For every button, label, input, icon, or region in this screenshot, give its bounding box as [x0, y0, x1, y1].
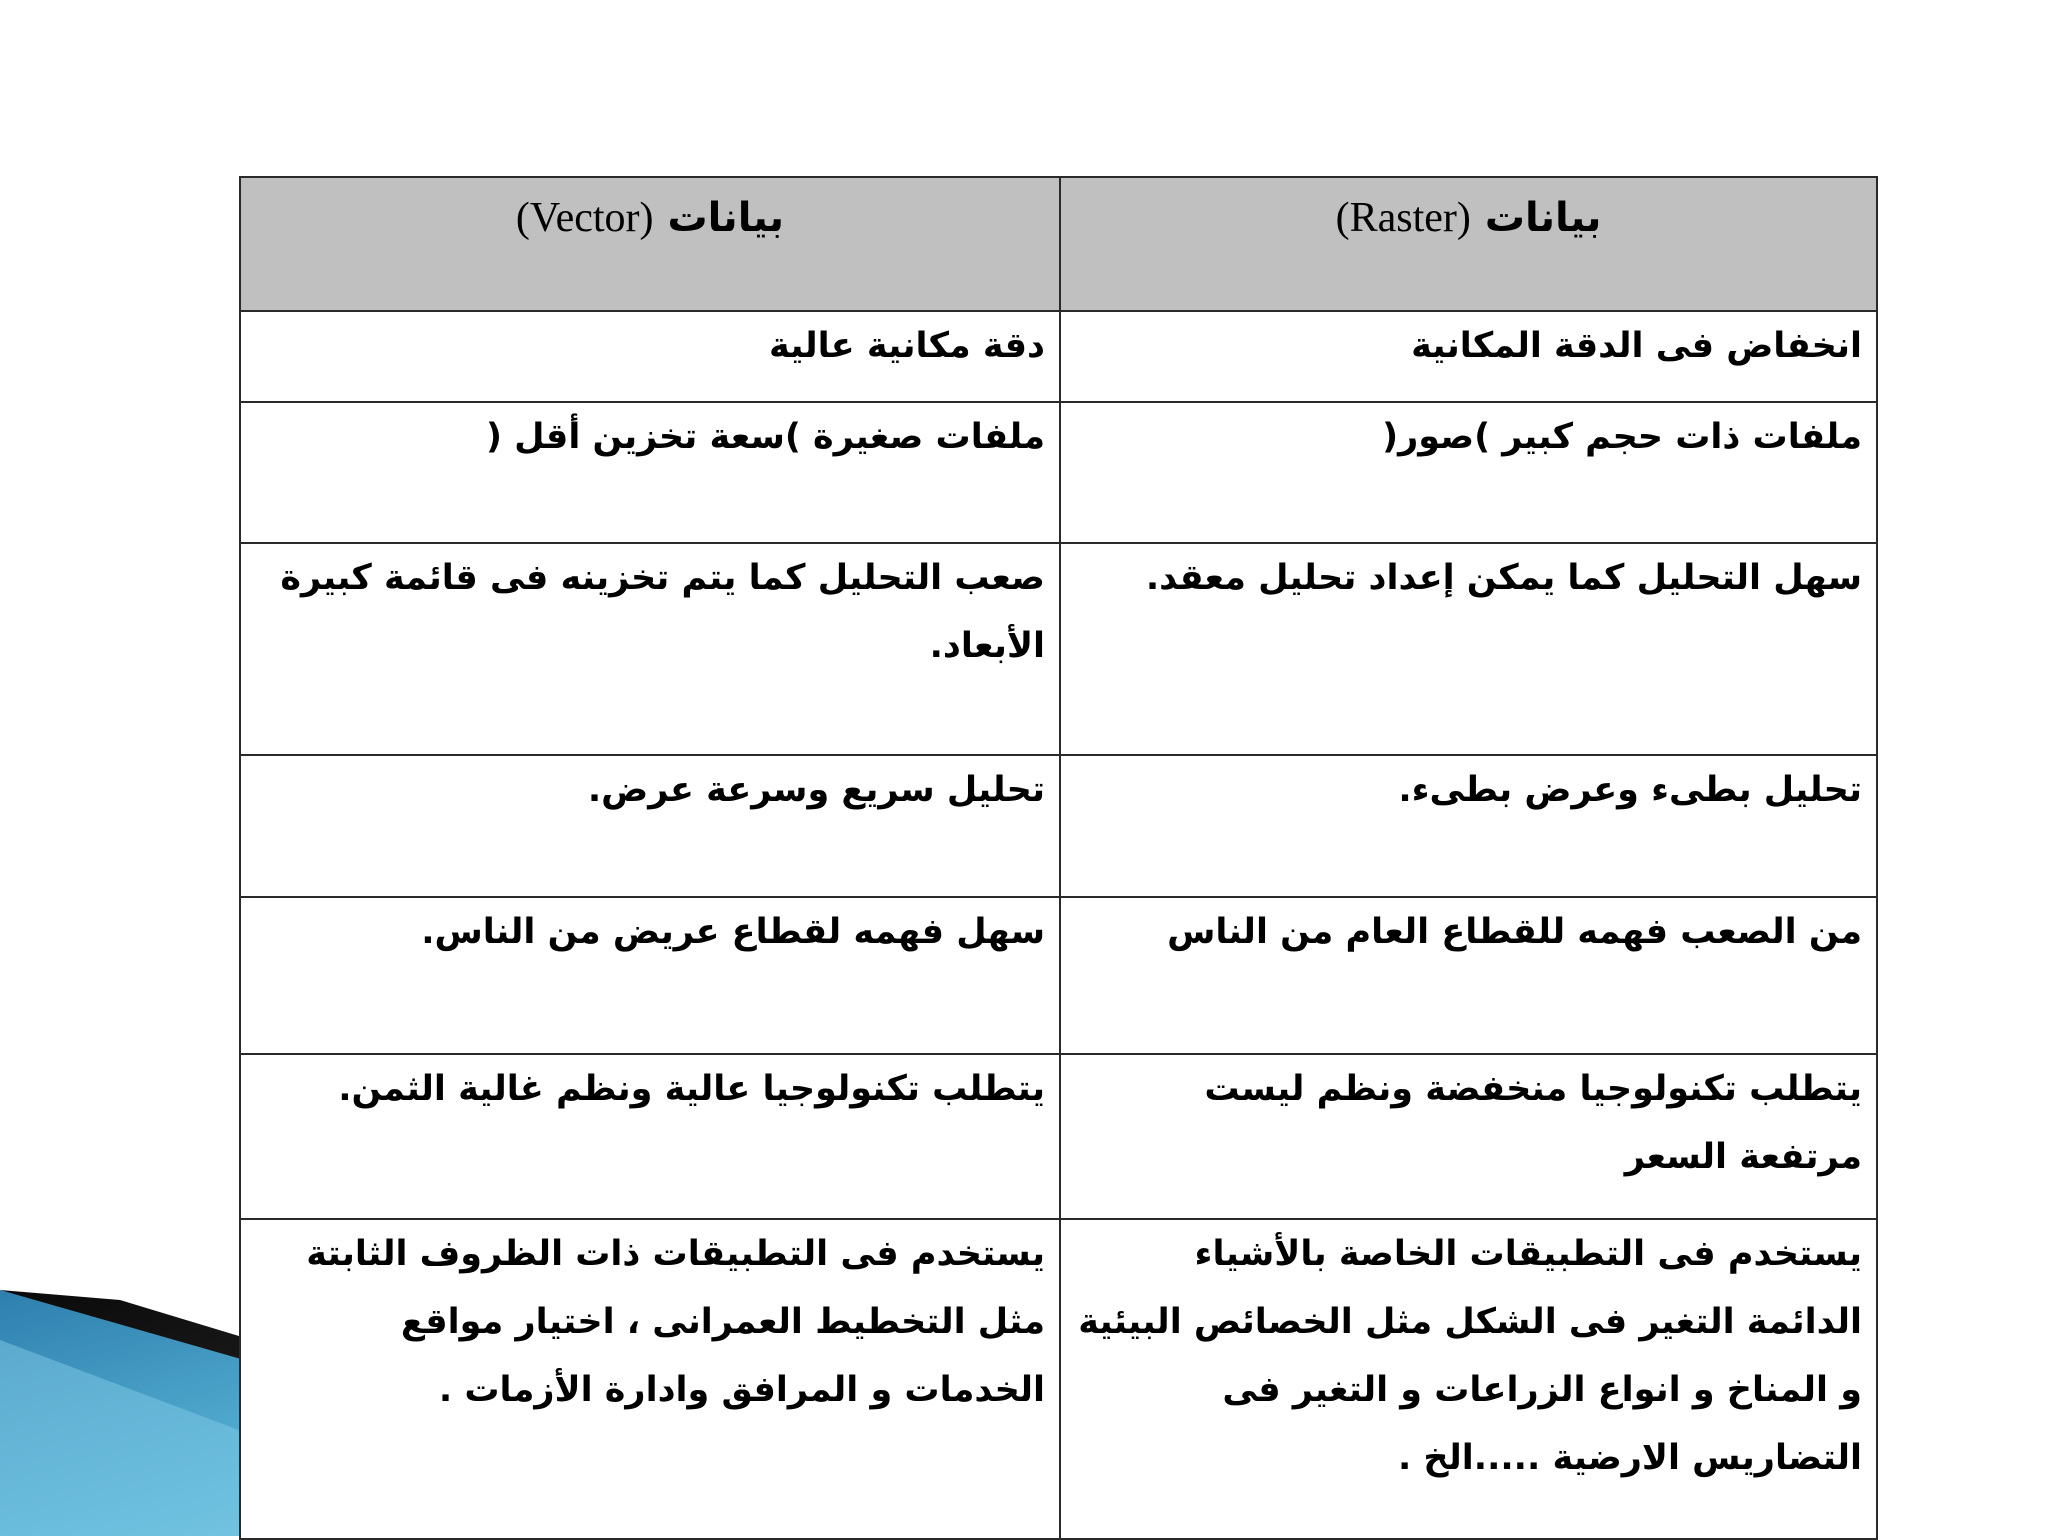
vector-cell: صعب التحليل كما يتم تخزينه فى قائمة كبيرة الأبعاد.: [240, 543, 1060, 755]
vector-cell: دقة مكانية عالية: [240, 311, 1060, 402]
table-row: [240, 897, 1877, 1054]
vector-cell: سهل فهمه لقطاع عريض من الناس.: [240, 897, 1060, 1054]
vector-cell: ملفات صغيرة )سعة تخزين أقل (: [240, 402, 1060, 543]
table-header: [240, 177, 1877, 311]
header-vector-english: (Vector): [515, 195, 654, 241]
header-raster-english: (Raster): [1335, 195, 1471, 241]
header-raster: [1060, 177, 1877, 311]
table-row: [240, 543, 1877, 755]
raster-cell: من الصعب فهمه للقطاع العام من الناس: [1060, 897, 1877, 1054]
raster-cell: تحليل بطىء وعرض بطىء.: [1060, 755, 1877, 897]
table-row: [240, 1219, 1877, 1539]
raster-cell: يتطلب تكنولوجيا منخفضة ونظم ليست مرتفعة السعر: [1060, 1054, 1877, 1219]
table-row: [240, 402, 1877, 543]
table-row: [240, 1054, 1877, 1219]
header-row: [240, 177, 1877, 311]
vector-cell: يتطلب تكنولوجيا عالية ونظم غالية الثمن.: [240, 1054, 1060, 1219]
raster-cell: انخفاض فى الدقة المكانية: [1060, 311, 1877, 402]
vector-cell: يستخدم فى التطبيقات ذات الظروف الثابتة مثل التخطيط العمرانى ، اختيار مواقع الخدمات و المرافق وادارة الأزمات .: [240, 1219, 1060, 1539]
header-raster-arabic: بيانات: [1484, 195, 1602, 241]
comparison-table: [239, 176, 1878, 1540]
raster-cell: سهل التحليل كما يمكن إعداد تحليل معقد.: [1060, 543, 1877, 755]
raster-cell: ملفات ذات حجم كبير )صور(: [1060, 402, 1877, 543]
vector-cell: تحليل سريع وسرعة عرض.: [240, 755, 1060, 897]
header-vector-arabic: بيانات: [667, 195, 785, 241]
table-body: [240, 311, 1877, 1539]
table-row: [240, 755, 1877, 897]
table-row: [240, 311, 1877, 402]
raster-cell: يستخدم فى التطبيقات الخاصة بالأشياء الدائمة التغير فى الشكل مثل الخصائص البيئية و المناخ و انواع الزراعات و التغير فى التضاريس الارضية .....الخ .: [1060, 1219, 1877, 1539]
header-vector: [240, 177, 1060, 311]
